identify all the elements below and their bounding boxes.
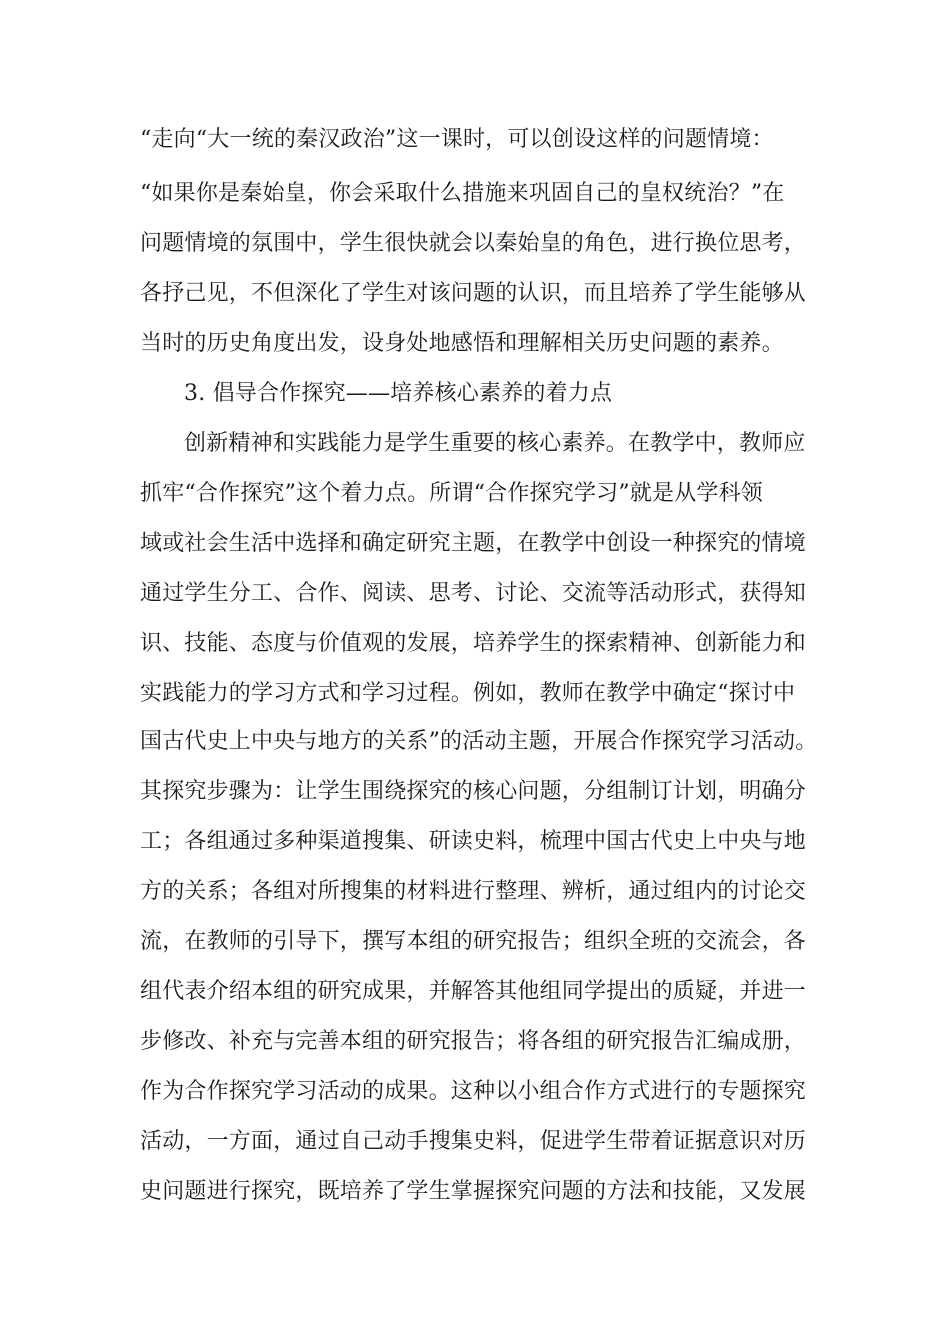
text-line: 通过学生分工、合作、阅读、思考、讨论、交流等活动形式，获得知 — [140, 581, 807, 606]
text-line: 国古代史上中央与地方的关系”的活动主题，开展合作探究学习活动。 — [140, 729, 818, 754]
text-line: 流，在教师的引导下，撰写本组的研究报告；组织全班的交流会，各 — [140, 929, 807, 954]
text-line: 步修改、补充与完善本组的研究报告；将各组的研究报告汇编成册， — [140, 1029, 807, 1054]
text-line: 实践能力的学习方式和学习过程。例如，教师在教学中确定“探讨中 — [140, 681, 796, 706]
text-line: 方的关系；各组对所搜集的材料进行整理、辨析，通过组内的讨论交 — [140, 879, 807, 904]
text-line: 域或社会生活中选择和确定研究主题，在教学中创设一种探究的情境 — [140, 531, 807, 556]
text-line: 各抒己见，不但深化了学生对该问题的认识，而且培养了学生能够从 — [140, 281, 807, 306]
text-line: 组代表介绍本组的研究成果，并解答其他组同学提出的质疑，并进一 — [140, 979, 807, 1004]
text-line: 其探究步骤为：让学生围绕探究的核心问题，分组制订计划，明确分 — [140, 779, 807, 804]
text-line: 识、技能、态度与价值观的发展，培养学生的探索精神、创新能力和 — [140, 631, 807, 656]
paragraph-first-line: 创新精神和实践能力是学生重要的核心素养。在教学中，教师应 — [184, 431, 806, 456]
text-line: 抓牢“合作探究”这个着力点。所谓“合作探究学习”就是从学科领 — [140, 481, 763, 506]
text-line: “走向“大一统的秦汉政治”这一课时，可以创设这样的问题情境： — [140, 127, 774, 152]
text-line: 当时的历史角度出发，设身处地感悟和理解相关历史问题的素养。 — [140, 331, 784, 356]
section-heading: 3. 倡导合作探究——培养核心素养的着力点 — [184, 381, 613, 406]
text-line: 活动，一方面，通过自己动手搜集史料，促进学生带着证据意识对历 — [140, 1129, 807, 1154]
text-line: 工；各组通过多种渠道搜集、研读史料，梳理中国古代史上中央与地 — [140, 829, 807, 854]
text-line: “如果你是秦始皇，你会采取什么措施来巩固自己的皇权统治？”在 — [140, 181, 785, 206]
text-line: 作为合作探究学习活动的成果。这种以小组合作方式进行的专题探究 — [140, 1079, 807, 1104]
text-line: 史问题进行探究，既培养了学生掌握探究问题的方法和技能，又发展 — [140, 1179, 807, 1204]
text-line: 问题情境的氛围中，学生很快就会以秦始皇的角色，进行换位思考， — [140, 231, 807, 256]
